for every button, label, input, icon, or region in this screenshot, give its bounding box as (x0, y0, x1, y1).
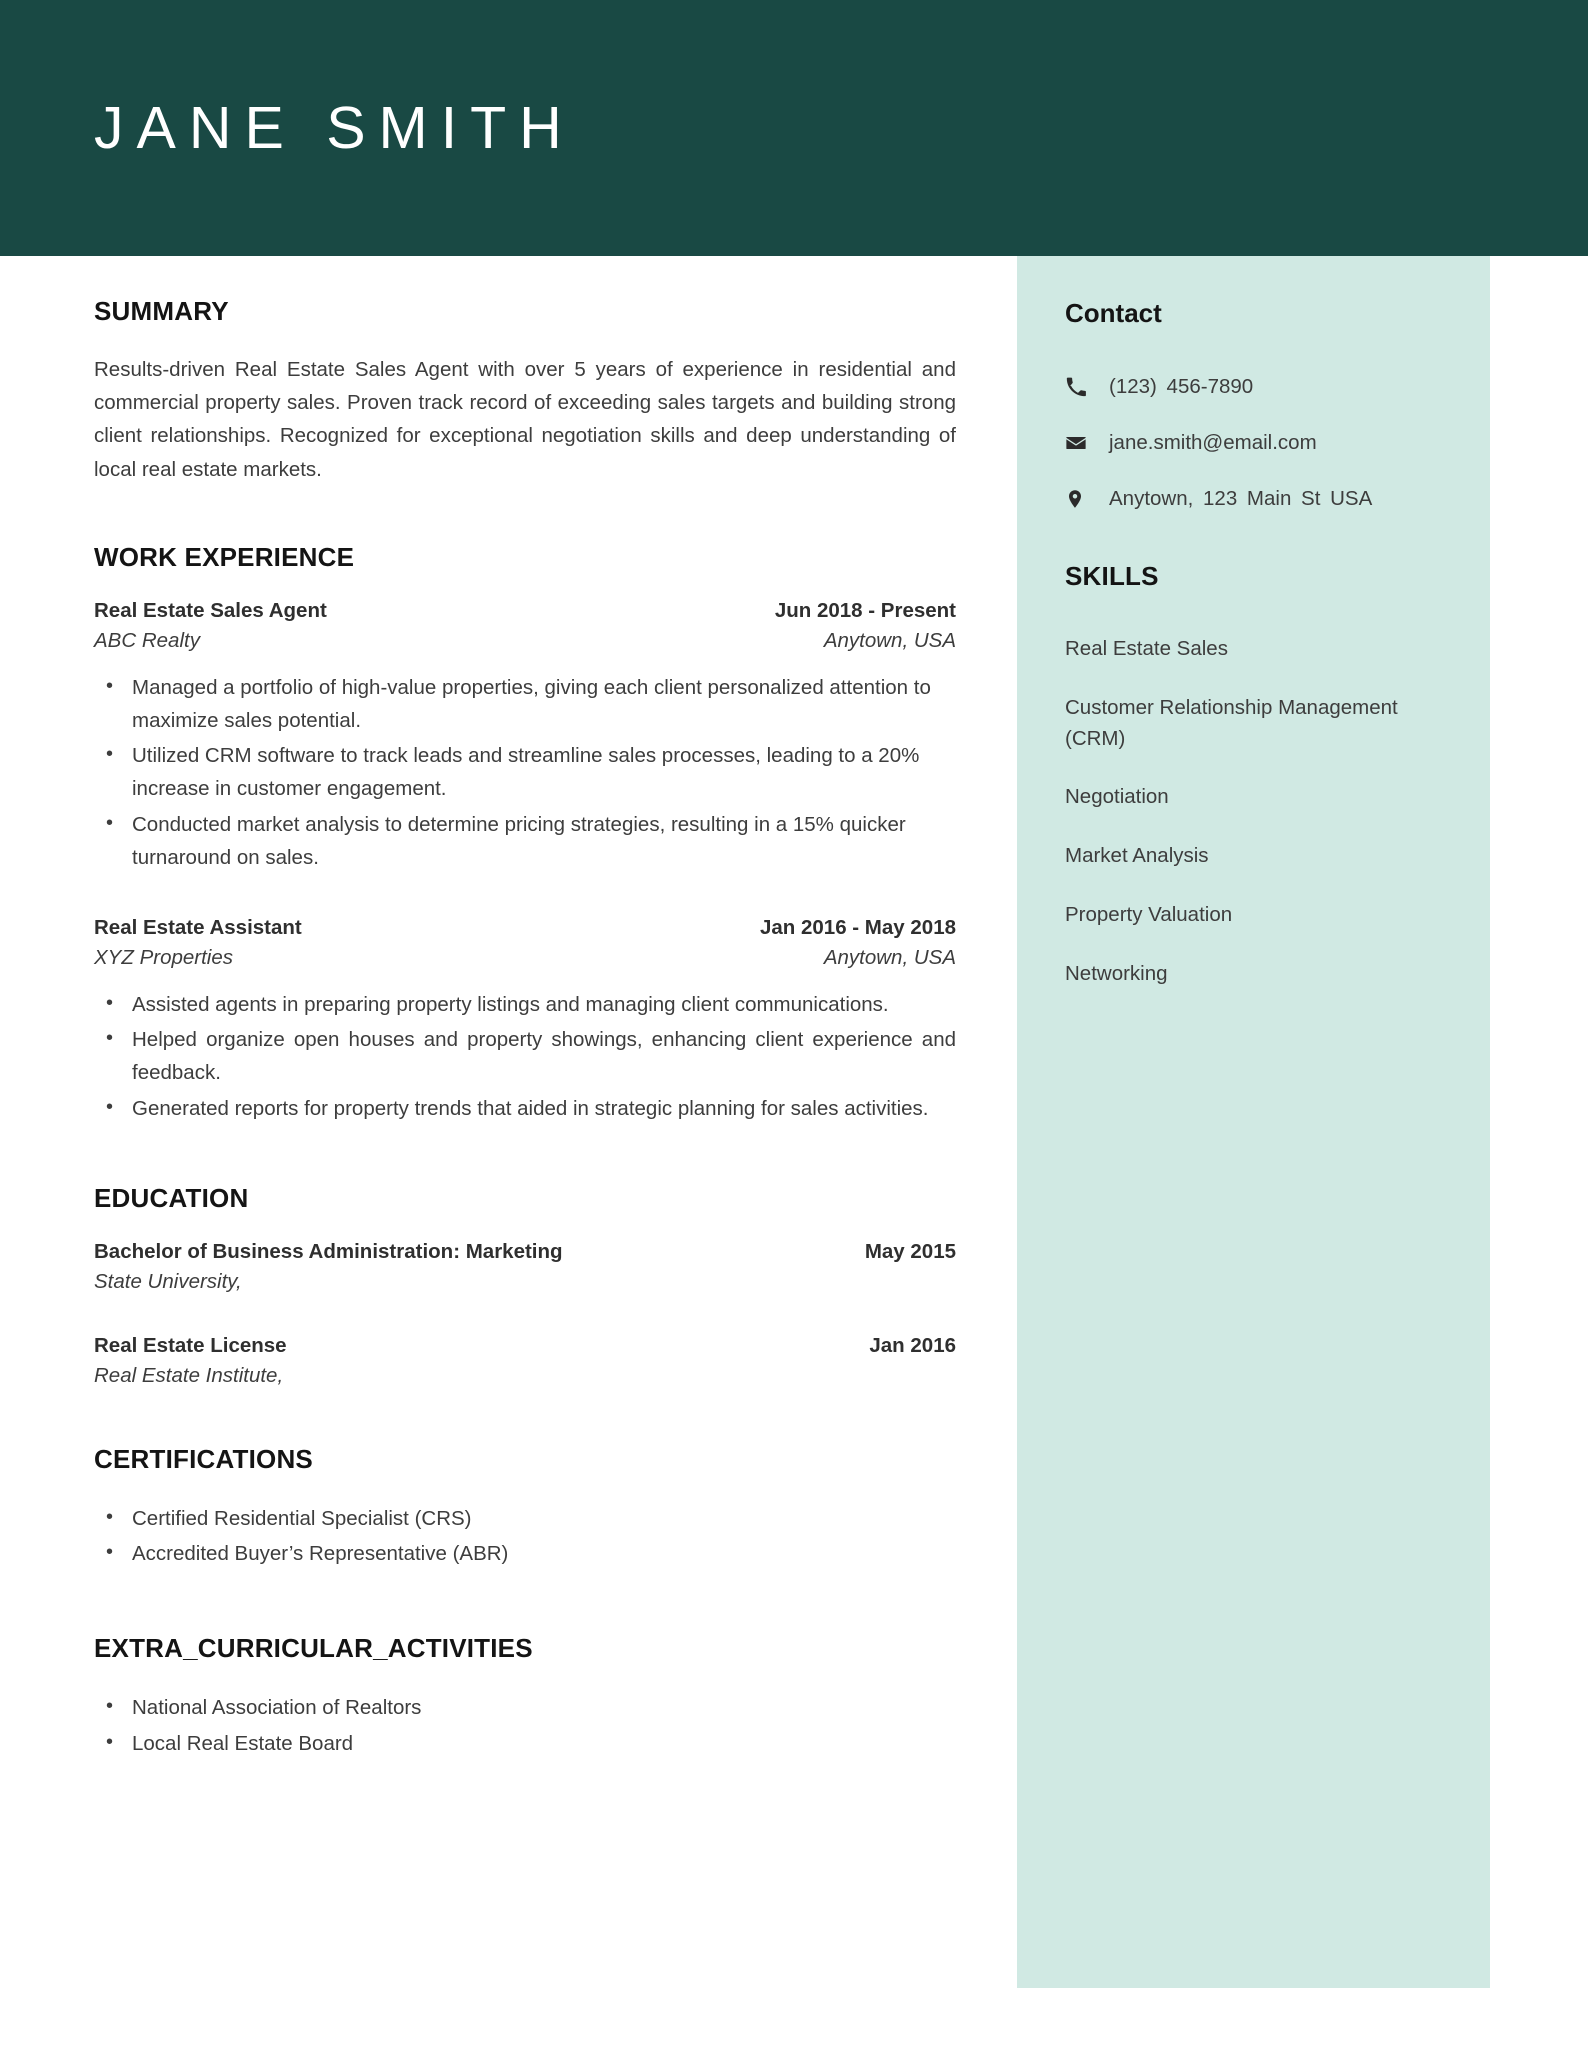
skill-item: Networking (1065, 961, 1168, 985)
skill-item: Negotiation (1065, 785, 1169, 809)
skill-item: Customer Relationship Management (CRM) (1065, 695, 1398, 750)
extra-curricular-list (94, 1690, 956, 1761)
education-heading: EDUCATION (94, 1182, 249, 1213)
job-bullet: • Utilized CRM software to track leads and streamline sales processes, leading to a 20% increase in customer engagement. (94, 739, 956, 805)
resume-header-banner (0, 0, 1588, 256)
certifications-list (94, 1501, 956, 1572)
school-name: Real Estate Institute, (94, 1363, 284, 1387)
work-entry (94, 599, 956, 874)
job-bullet: • Assisted agents in preparing property listings and managing client communications. (94, 988, 956, 1021)
work-entry-subheader (94, 946, 956, 970)
work-entry-subheader (94, 629, 956, 653)
work-entry-header (94, 599, 956, 623)
section-education (94, 1183, 956, 1388)
education-entry (94, 1334, 956, 1388)
job-date-range: Jan 2016 - May 2018 (759, 916, 956, 940)
job-location: Anytown, USA (823, 628, 956, 652)
contact-phone-row (1065, 375, 1450, 399)
work-entry-header (94, 916, 956, 940)
work-entry (94, 916, 956, 1125)
contact-address-value: Anytown, 123 Main St USA (1109, 487, 1373, 510)
extra-curricular-item: • National Association of Realtors (94, 1690, 956, 1725)
main-column (94, 256, 956, 1761)
extra-curricular-item: • Local Real Estate Board (94, 1726, 956, 1761)
degree-title: Real Estate License (94, 1333, 287, 1357)
skills-heading: SKILLS (1065, 561, 1159, 591)
job-title: Real Estate Sales Agent (94, 598, 327, 622)
skill-item: Market Analysis (1065, 844, 1209, 867)
degree-title: Bachelor of Business Administration: Marketing (94, 1239, 563, 1263)
job-date-range: Jun 2018 - Present (774, 598, 956, 622)
job-bullet: • Managed a portfolio of high-value properties, giving each client personalized attention to maximize sales potential. (94, 671, 956, 737)
education-entry-header (94, 1334, 956, 1358)
contact-email-row (1065, 431, 1450, 455)
job-company: ABC Realty (94, 628, 200, 652)
job-bullet-list (94, 988, 956, 1125)
education-entry-header (94, 1240, 956, 1264)
summary-heading: SUMMARY (94, 296, 229, 326)
phone-icon (1065, 376, 1095, 398)
location-pin-icon (1065, 488, 1095, 510)
job-title: Real Estate Assistant (94, 916, 302, 940)
skill-item: Real Estate Sales (1065, 637, 1228, 660)
sidebar (1017, 256, 1490, 1988)
education-entry-subheader (94, 1270, 956, 1294)
section-extra-curricular-activities (94, 1633, 956, 1761)
job-location: Anytown, USA (823, 946, 956, 970)
work-experience-heading: WORK EXPERIENCE (94, 541, 355, 572)
contact-heading: Contact (1065, 298, 1162, 328)
skill-item: Property Valuation (1065, 902, 1233, 926)
envelope-icon (1065, 432, 1095, 454)
certifications-heading: CERTIFICATIONS (94, 1443, 313, 1474)
job-bullet: • Conducted market analysis to determine pricing strategies, resulting in a 15% quicker turnaround on sales. (94, 808, 956, 874)
education-date: Jan 2016 (869, 1333, 956, 1357)
extra-curricular-heading: EXTRA_CURRICULAR_ACTIVITIES (94, 1633, 533, 1664)
job-bullet: • Generated reports for property trends that aided in strategic planning for sales activities. (94, 1092, 956, 1125)
contact-phone-value: (123) 456-7890 (1109, 375, 1254, 398)
contact-address-row (1065, 487, 1450, 511)
skills-block (1065, 561, 1450, 989)
candidate-name: JANE SMITH (94, 95, 575, 161)
certification-item: • Accredited Buyer’s Representative (ABR) (94, 1536, 956, 1571)
education-entry (94, 1240, 956, 1294)
education-entry-subheader (94, 1364, 956, 1388)
section-work-experience (94, 542, 956, 1125)
education-date: May 2015 (864, 1239, 956, 1263)
summary-text: Results-driven Real Estate Sales Agent with over 5 years of experience in residential and commercial property sales. Proven track record of exceeding sales targets and building strong client relationships. Recognized for exceptional negotiation skills and deep understanding of local real estate markets. (94, 358, 956, 481)
job-bullet: • Helped organize open houses and property showings, enhancing client experience and feedback. (94, 1023, 956, 1089)
job-bullet-list (94, 671, 956, 874)
contact-email-value: jane.smith@email.com (1109, 431, 1317, 454)
job-company: XYZ Properties (94, 946, 233, 970)
school-name: State University, (94, 1269, 242, 1293)
section-certifications (94, 1444, 956, 1572)
section-summary (94, 296, 956, 486)
certification-item: • Certified Residential Specialist (CRS) (94, 1501, 956, 1536)
